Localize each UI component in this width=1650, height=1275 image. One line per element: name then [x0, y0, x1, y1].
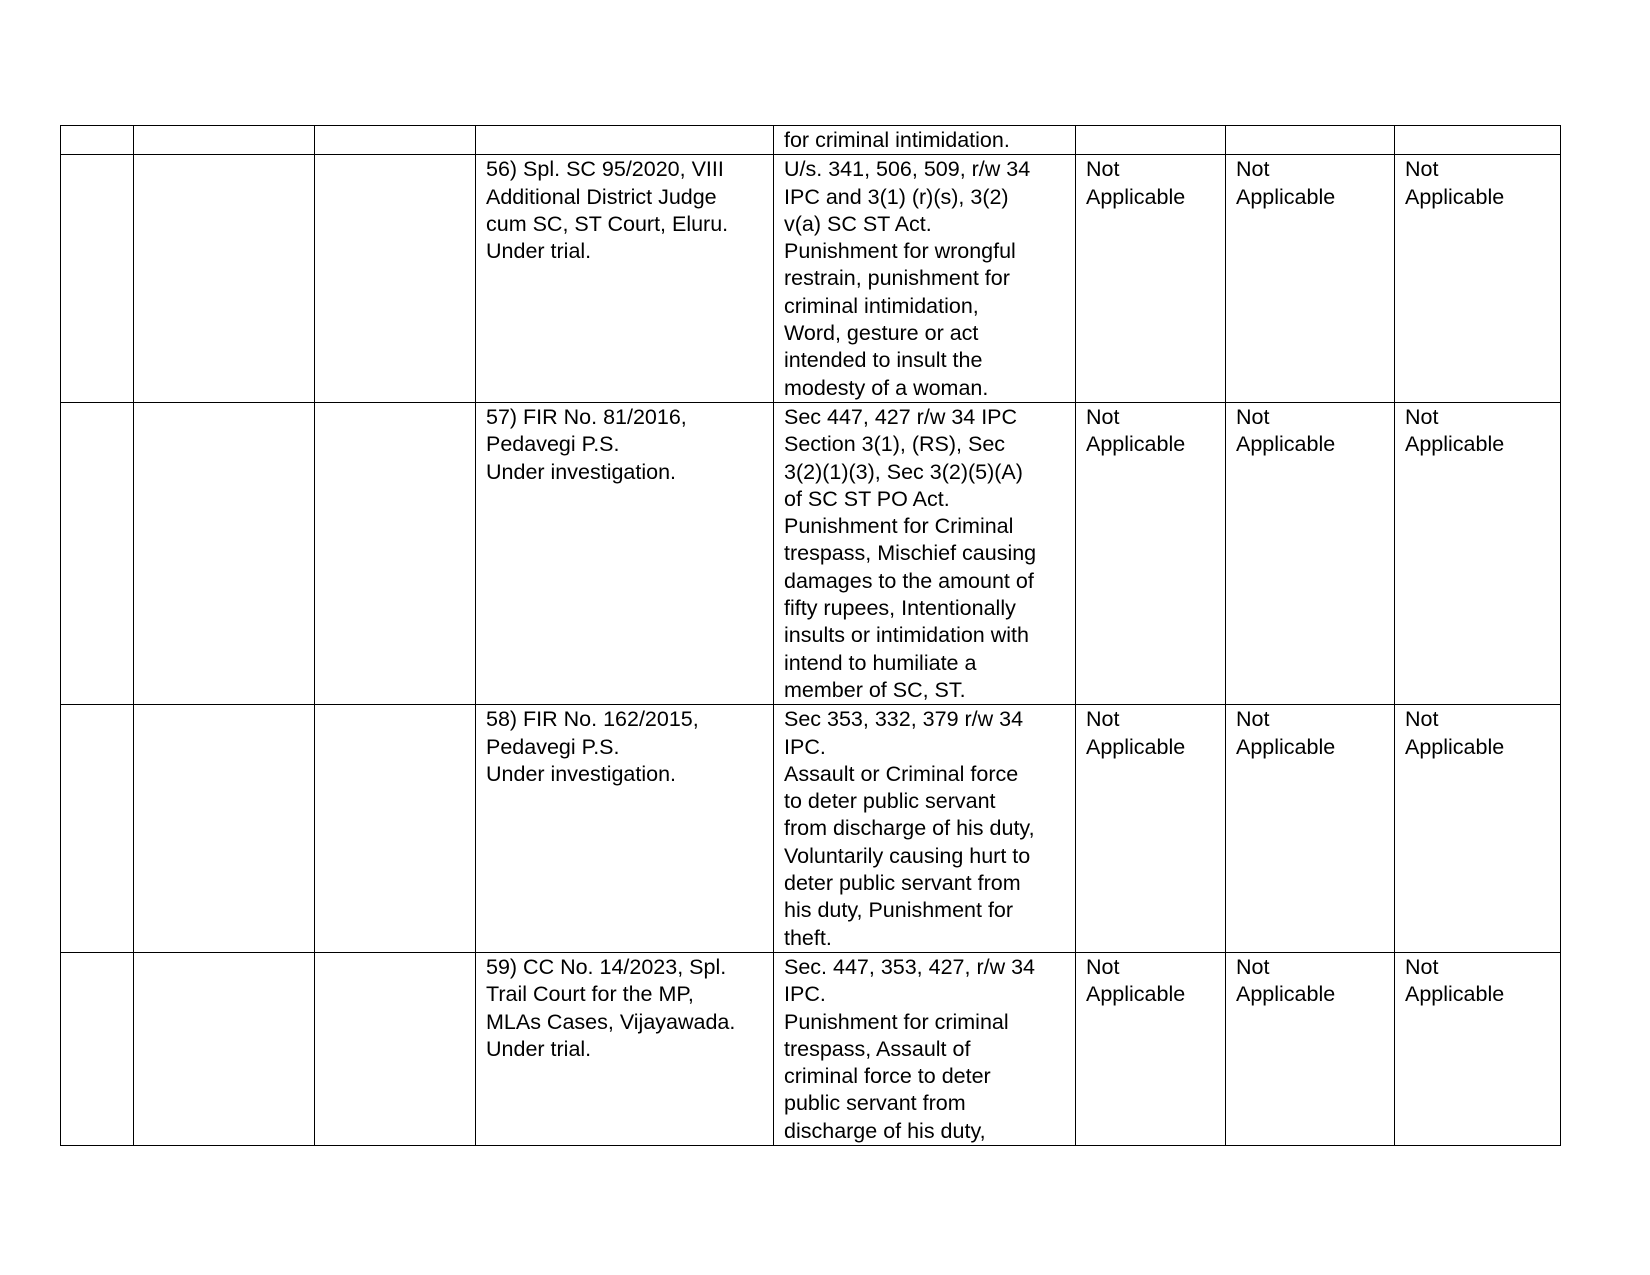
- remarks-cell: [1395, 952, 1561, 1145]
- cell-text-line: criminal intimidation,: [784, 293, 979, 318]
- details-cell: [315, 952, 476, 1145]
- offence-details-cell: [774, 952, 1076, 1145]
- case-details-cell: [476, 126, 774, 155]
- cell-text-line: Not: [1236, 157, 1270, 182]
- cell-text-line: Sec. 447, 353, 427, r/w 34: [784, 954, 1035, 979]
- cell-text-line: Not: [1236, 404, 1270, 429]
- name-cell: [134, 705, 315, 953]
- case-details-cell: [476, 705, 774, 953]
- table-row: [61, 155, 1561, 403]
- details-cell: [315, 126, 476, 155]
- cell-text-line: U/s. 341, 506, 509, r/w 34: [784, 157, 1031, 182]
- cell-text-line: Applicable: [1086, 734, 1186, 759]
- name-cell: [134, 952, 315, 1145]
- table-row: [61, 402, 1561, 704]
- details-cell: [315, 155, 476, 403]
- status-cell: [1226, 705, 1395, 953]
- cell-text-line: Under investigation.: [486, 761, 677, 786]
- details-cell: [315, 705, 476, 953]
- conviction-cell: [1076, 402, 1226, 704]
- serial-cell: [61, 126, 134, 155]
- cell-text-line: Applicable: [1086, 184, 1186, 209]
- cell-text-line: intended to insult the: [784, 348, 983, 373]
- table-row: [61, 952, 1561, 1145]
- cell-text-line: Additional District Judge: [486, 184, 717, 209]
- cell-text-line: Not: [1405, 954, 1439, 979]
- remarks-cell: [1395, 705, 1561, 953]
- status-cell: [1226, 952, 1395, 1145]
- name-cell: [134, 126, 315, 155]
- cell-text-line: Applicable: [1405, 432, 1505, 457]
- cell-text-line: Applicable: [1405, 982, 1505, 1007]
- cell-text-line: Applicable: [1405, 184, 1505, 209]
- cell-text-line: IPC.: [784, 734, 826, 759]
- cell-text-line: Applicable: [1236, 982, 1336, 1007]
- name-cell: [134, 155, 315, 403]
- cell-text-line: Not: [1236, 954, 1270, 979]
- cell-text-line: intend to humiliate a: [784, 650, 977, 675]
- cell-text-line: Under trial.: [486, 1036, 592, 1061]
- cell-text-line: Pedavegi P.S.: [486, 734, 620, 759]
- cell-text-line: Not: [1236, 707, 1270, 732]
- serial-cell: [61, 952, 134, 1145]
- conviction-cell: [1076, 705, 1226, 953]
- cell-text-line: modesty of a woman.: [784, 375, 989, 400]
- remarks-cell: [1395, 126, 1561, 155]
- case-details-cell: [476, 155, 774, 403]
- serial-cell: [61, 402, 134, 704]
- cell-text-line: Punishment for criminal: [784, 1009, 1009, 1034]
- offence-details-cell: [774, 126, 1076, 155]
- conviction-cell: [1076, 126, 1226, 155]
- cell-text-line: Pedavegi P.S.: [486, 432, 620, 457]
- cell-text-line: Not: [1086, 404, 1120, 429]
- cell-text-line: 56) Spl. SC 95/2020, VIII: [486, 157, 724, 182]
- case-details-cell: [476, 952, 774, 1145]
- serial-cell: [61, 155, 134, 403]
- cell-text-line: Not: [1086, 707, 1120, 732]
- table-row: [61, 705, 1561, 953]
- status-cell: [1226, 155, 1395, 403]
- cell-text-line: Applicable: [1236, 184, 1336, 209]
- cell-text-line: Applicable: [1405, 734, 1505, 759]
- cell-text-line: Under trial.: [486, 239, 592, 264]
- remarks-cell: [1395, 402, 1561, 704]
- cell-text-line: IPC and 3(1) (r)(s), 3(2): [784, 184, 1009, 209]
- cell-text-line: deter public servant from: [784, 871, 1021, 896]
- cell-text-line: Not: [1405, 707, 1439, 732]
- remarks-cell: [1395, 155, 1561, 403]
- cell-text-line: 58) FIR No. 162/2015,: [486, 707, 699, 732]
- cell-text-line: 3(2)(1)(3), Sec 3(2)(5)(A): [784, 459, 1023, 484]
- cell-text-line: trespass, Mischief causing: [784, 541, 1037, 566]
- cell-text-line: Applicable: [1236, 432, 1336, 457]
- cell-text-line: discharge of his duty,: [784, 1118, 986, 1143]
- cell-text-line: Applicable: [1236, 734, 1336, 759]
- cell-text-line: Not: [1405, 157, 1439, 182]
- cell-text-line: 57) FIR No. 81/2016,: [486, 404, 687, 429]
- details-cell: [315, 402, 476, 704]
- cell-text-line: from discharge of his duty,: [784, 816, 1035, 841]
- cell-text-line: Punishment for Criminal: [784, 514, 1014, 539]
- cell-text-line: Under investigation.: [486, 459, 677, 484]
- cell-text-line: Voluntarily causing hurt to: [784, 843, 1031, 868]
- conviction-cell: [1076, 155, 1226, 403]
- cell-text-line: his duty, Punishment for: [784, 898, 1014, 923]
- cell-text-line: Not: [1086, 157, 1120, 182]
- status-cell: [1226, 126, 1395, 155]
- cell-text-line: 59) CC No. 14/2023, Spl.: [486, 954, 727, 979]
- cell-text-line: of SC ST PO Act.: [784, 486, 950, 511]
- cell-text-line: Applicable: [1086, 982, 1186, 1007]
- cell-text-line: Word, gesture or act: [784, 321, 979, 346]
- cell-text-line: for criminal intimidation.: [784, 128, 1010, 152]
- status-cell: [1226, 402, 1395, 704]
- table-row: [61, 126, 1561, 155]
- cell-text-line: member of SC, ST.: [784, 677, 966, 702]
- cell-text-line: Assault or Criminal force: [784, 761, 1019, 786]
- offence-details-cell: [774, 402, 1076, 704]
- cell-text-line: Sec 353, 332, 379 r/w 34: [784, 707, 1024, 732]
- cell-text-line: Not: [1086, 954, 1120, 979]
- cell-text-line: Trail Court for the MP,: [486, 982, 694, 1007]
- cell-text-line: Not: [1405, 404, 1439, 429]
- offence-details-cell: [774, 705, 1076, 953]
- cell-text-line: restrain, punishment for: [784, 266, 1010, 291]
- conviction-cell: [1076, 952, 1226, 1145]
- cell-text-line: to deter public servant: [784, 789, 996, 814]
- cell-text-line: damages to the amount of: [784, 568, 1034, 593]
- cell-text-line: trespass, Assault of: [784, 1036, 971, 1061]
- name-cell: [134, 402, 315, 704]
- cell-text-line: fifty rupees, Intentionally: [784, 596, 1016, 621]
- cell-text-line: Punishment for wrongful: [784, 239, 1016, 264]
- cell-text-line: Section 3(1), (RS), Sec: [784, 432, 1006, 457]
- table-body: [61, 126, 1561, 1146]
- cell-text-line: cum SC, ST Court, Eluru.: [486, 211, 729, 236]
- cell-text-line: Sec 447, 427 r/w 34 IPC: [784, 404, 1018, 429]
- serial-cell: [61, 705, 134, 953]
- case-details-cell: [476, 402, 774, 704]
- cell-text-line: theft.: [784, 925, 832, 950]
- cell-text-line: MLAs Cases, Vijayawada.: [486, 1009, 736, 1034]
- cell-text-line: public servant from: [784, 1091, 966, 1116]
- cell-text-line: Applicable: [1086, 432, 1186, 457]
- offence-details-cell: [774, 155, 1076, 403]
- cell-text-line: IPC.: [784, 982, 826, 1007]
- cell-text-line: criminal force to deter: [784, 1064, 991, 1089]
- cell-text-line: v(a) SC ST Act.: [784, 211, 932, 236]
- cell-text-line: insults or intimidation with: [784, 623, 1029, 648]
- cases-table: [60, 125, 1561, 1146]
